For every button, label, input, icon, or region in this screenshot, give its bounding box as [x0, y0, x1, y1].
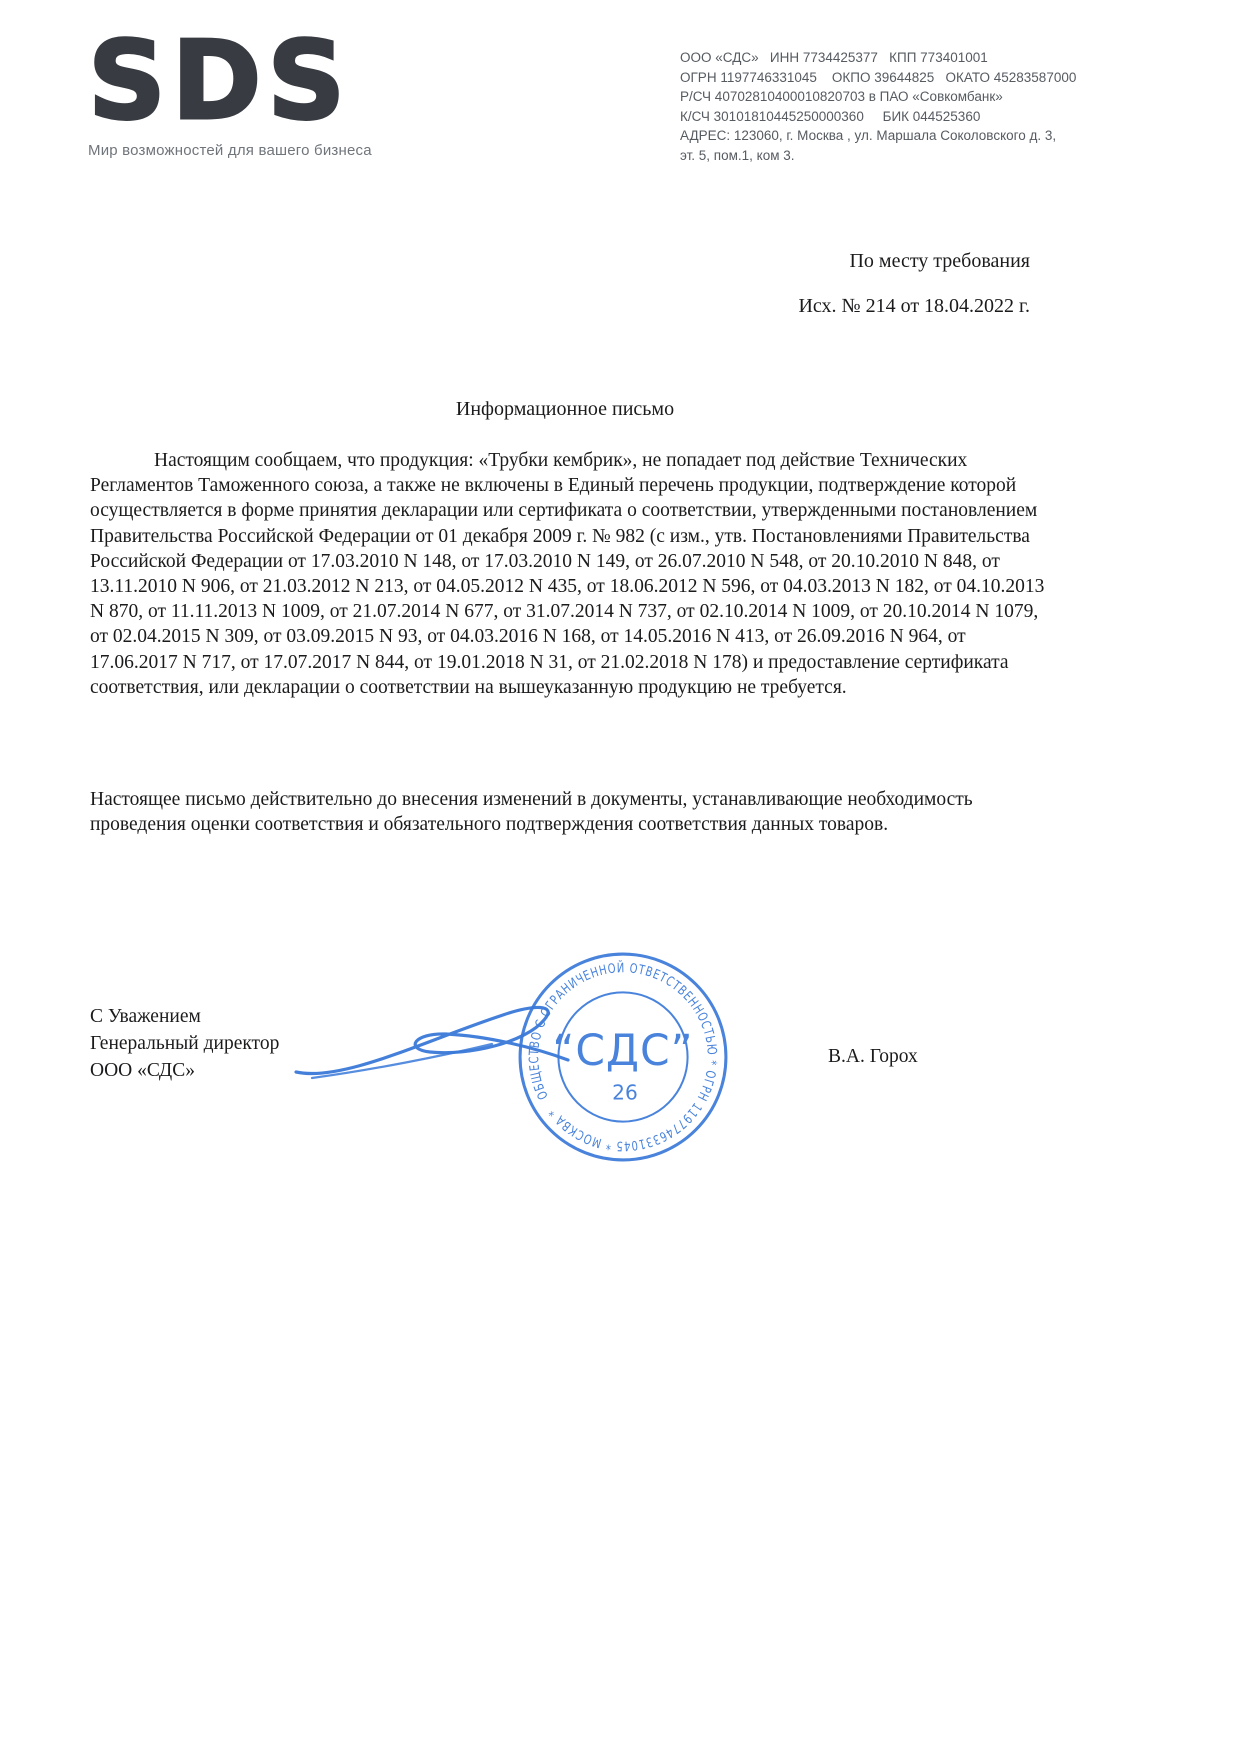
addressee-line: По месту требования: [849, 250, 1030, 272]
signature-block: [90, 1003, 279, 1084]
company-details-line: АДРЕС: 123060, г. Москва , ул. Маршала Соколовского д. 3,: [680, 128, 1057, 143]
reference-number-line: Исх. № 214 от 18.04.2022 г.: [798, 295, 1030, 317]
signer-name: В.А. Горох: [828, 1046, 918, 1067]
stamp-center-text: “СДС”: [552, 1026, 694, 1076]
stamp-ring-text: ОБЩЕСТВО С ОГРАНИЧЕННОЙ ОТВЕТСТВЕННОСТЬЮ * ОГРН 1197746331045 * МОСКВА *: [527, 961, 720, 1153]
body-paragraph-1: Настоящим сообщаем, что продукция: «Трубки кембрик», не попадает под действие Технических Регламентов Таможенного союза, а также не включены в Единый перечень продукции, подтверждение которой осуществляется в форме принятия декларации или сертификата о соответствии, утвержденными постановлением Правительства Российской Федерации от 01 декабря 2009 г. № 982 (с изм., утв. Постановлениями Правительства Российской Федерации от 17.03.2010 N 148, от 17.03.2010 N 149, от 26.07.2010 N 548, от 20.10.2010 N 848, от 13.11.2010 N 906, от 21.03.2012 N 213, от 04.05.2012 N 435, от 18.06.2012 N 596, от 04.03.2013 N 182, от 04.10.2013 N 870, от 11.11.2013 N 1009, от 21.07.2014 N 677, от 31.07.2014 N 737, от 02.10.2014 N 1009, от 20.10.2014 N 1079, от 02.04.2015 N 309, от 03.09.2015 N 93, от 04.03.2016 N 168, от 14.05.2016 N 413, от 26.09.2016 N 964, от 17.06.2017 N 717, от 17.07.2017 N 844, от 19.01.2018 N 31, от 21.02.2018 N 178) и предоставление сертификата соответствия, или декларации о соответствии на вышеуказанную продукцию не требуется.: [90, 450, 1045, 698]
logo-tagline: Мир возможностей для вашего бизнеса: [88, 142, 372, 159]
signature-salutation: С Уважением: [90, 1006, 201, 1027]
logo-sds: SDS: [88, 19, 352, 144]
body-paragraph-2: Настоящее письмо действительно до внесения изменений в документы, устанавливающие необходимость проведения оценки соответствия и обязательного подтверждения соответствия данных товаров.: [90, 789, 973, 836]
signature-position: Генеральный директор: [90, 1033, 280, 1054]
stamp-number: 26: [612, 1080, 638, 1105]
signature-company: ООО «СДС»: [90, 1060, 195, 1081]
document-title: Информационное письмо: [455, 398, 675, 420]
company-details: [680, 48, 1100, 165]
company-details-line: ООО «СДС» ИНН 7734425377 КПП 773401001: [680, 50, 988, 65]
company-logo: [88, 19, 378, 159]
company-details-line: Р/СЧ 40702810400010820703 в ПАО «Совкомбанк»: [680, 89, 1003, 104]
company-stamp: [512, 946, 734, 1168]
company-details-line: К/СЧ 30101810445250000360 БИК 044525360: [680, 108, 981, 124]
company-details-line: эт. 5, пом.1, ком 3.: [680, 147, 795, 163]
company-details-line: ОГРН 1197746331045 ОКПО 39644825 ОКАТО 45283587000: [680, 69, 1077, 85]
